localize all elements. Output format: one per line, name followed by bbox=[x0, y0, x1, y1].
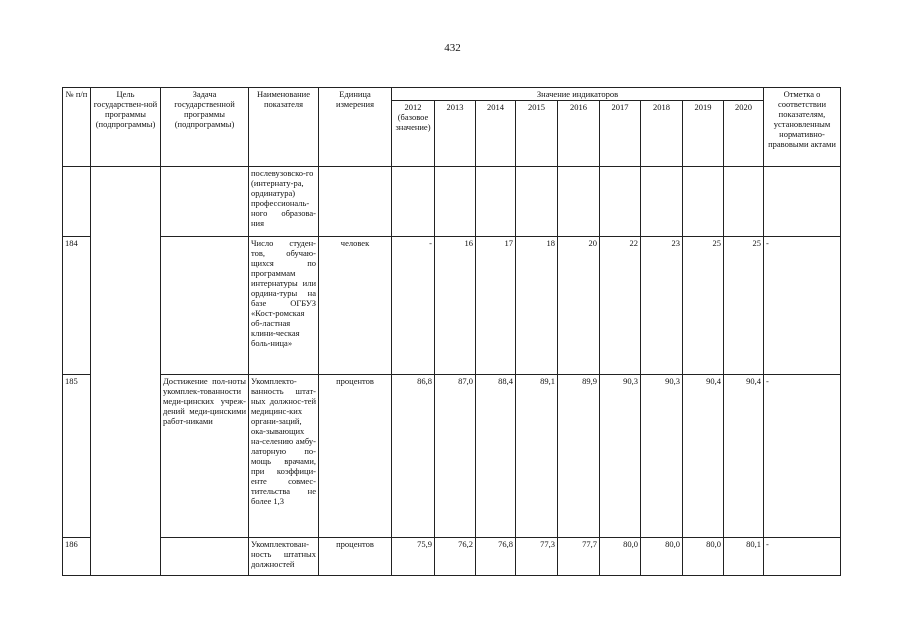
value-cell: 25 bbox=[724, 237, 764, 375]
header-year: 2019 bbox=[683, 101, 724, 167]
value-cell: 23 bbox=[641, 237, 683, 375]
goal-cell bbox=[91, 167, 161, 576]
table-row bbox=[63, 167, 841, 237]
header-goal: Цель государствен-ной программы (подпрограммы) bbox=[91, 88, 161, 167]
value-cell: 80,0 bbox=[641, 538, 683, 576]
value-cell: 90,3 bbox=[600, 375, 641, 538]
value-cell bbox=[435, 167, 476, 237]
value-cell bbox=[516, 167, 558, 237]
value-cell bbox=[476, 167, 516, 237]
row-number bbox=[63, 167, 91, 237]
value-cell: 22 bbox=[600, 237, 641, 375]
value-cell: 89,1 bbox=[516, 375, 558, 538]
unit-cell: процентов bbox=[319, 538, 392, 576]
header-year: 2016 bbox=[558, 101, 600, 167]
page-number: 432 bbox=[444, 42, 461, 54]
unit-cell: человек bbox=[319, 237, 392, 375]
table-row bbox=[63, 538, 841, 576]
value-cell: - bbox=[392, 237, 435, 375]
value-cell: 88,4 bbox=[476, 375, 516, 538]
header-year: 2018 bbox=[641, 101, 683, 167]
value-cell: 76,8 bbox=[476, 538, 516, 576]
value-cell: 80,0 bbox=[683, 538, 724, 576]
header-year: 2014 bbox=[476, 101, 516, 167]
value-cell: 76,2 bbox=[435, 538, 476, 576]
value-cell: 25 bbox=[683, 237, 724, 375]
value-cell: 86,8 bbox=[392, 375, 435, 538]
table-row bbox=[63, 237, 841, 375]
header-task: Задача государственной программы (подпрограммы) bbox=[161, 88, 249, 167]
unit-cell bbox=[319, 167, 392, 237]
row-number: 186 bbox=[63, 538, 91, 576]
value-cell: 80,0 bbox=[600, 538, 641, 576]
value-cell bbox=[600, 167, 641, 237]
indicators-table bbox=[62, 87, 841, 576]
header-year: 2017 bbox=[600, 101, 641, 167]
header-note: Отметка о соответствии показателям, установленным нормативно-правовыми актами bbox=[764, 88, 841, 167]
indicator-cell: Число студен-тов, обучаю-щихся по программам интернатуры или ордина-туры на базе ОГБУЗ «Кост-ромская об-ластная клини-ческая боль-ница» bbox=[249, 237, 319, 375]
value-cell: 89,9 bbox=[558, 375, 600, 538]
value-cell: 80,1 bbox=[724, 538, 764, 576]
value-cell: 18 bbox=[516, 237, 558, 375]
note-cell: - bbox=[764, 237, 841, 375]
value-cell bbox=[558, 167, 600, 237]
value-cell bbox=[683, 167, 724, 237]
note-cell bbox=[764, 167, 841, 237]
value-cell: 87,0 bbox=[435, 375, 476, 538]
value-cell: 16 bbox=[435, 237, 476, 375]
indicator-cell: Укомплектован-ность штатных должностей bbox=[249, 538, 319, 576]
value-cell: 90,4 bbox=[683, 375, 724, 538]
task-cell: Достижение пол-ноты укомплек-тованности меди-цинских учреж-дений меди-цинскими работ-никами bbox=[161, 375, 249, 538]
value-cell: 90,4 bbox=[724, 375, 764, 538]
header-indicator: Наименование показателя bbox=[249, 88, 319, 167]
note-cell: - bbox=[764, 538, 841, 576]
header-year: 2015 bbox=[516, 101, 558, 167]
value-cell: 20 bbox=[558, 237, 600, 375]
value-cell: 77,3 bbox=[516, 538, 558, 576]
header-year: 2013 bbox=[435, 101, 476, 167]
value-cell bbox=[724, 167, 764, 237]
table-row bbox=[63, 375, 841, 538]
note-cell: - bbox=[764, 375, 841, 538]
task-cell bbox=[161, 167, 249, 237]
header-unit: Единица измерения bbox=[319, 88, 392, 167]
header-values-group: Значение индикаторов bbox=[392, 88, 764, 101]
value-cell: 75,9 bbox=[392, 538, 435, 576]
value-cell: 77,7 bbox=[558, 538, 600, 576]
header-year: 2012 (базовое значение) bbox=[392, 101, 435, 167]
header-row-1 bbox=[63, 88, 841, 101]
indicator-cell: Укомплекто-ванность штат-ных должнос-тей медицинс-ких органи-заций, ока-зывающих на-селению амбу-латорную по-мощь врачами, при коэффици-енте совмес-тительства не более 1,3 bbox=[249, 375, 319, 538]
row-number: 184 bbox=[63, 237, 91, 375]
value-cell bbox=[392, 167, 435, 237]
value-cell: 17 bbox=[476, 237, 516, 375]
row-number: 185 bbox=[63, 375, 91, 538]
indicator-cell: послевузовско-го (интернату-ра, ординатура) профессиональ-ного образова-ния bbox=[249, 167, 319, 237]
unit-cell: процентов bbox=[319, 375, 392, 538]
task-cell bbox=[161, 237, 249, 375]
header-year: 2020 bbox=[724, 101, 764, 167]
value-cell bbox=[641, 167, 683, 237]
value-cell: 90,3 bbox=[641, 375, 683, 538]
header-num: № п/п bbox=[63, 88, 91, 167]
task-cell bbox=[161, 538, 249, 576]
